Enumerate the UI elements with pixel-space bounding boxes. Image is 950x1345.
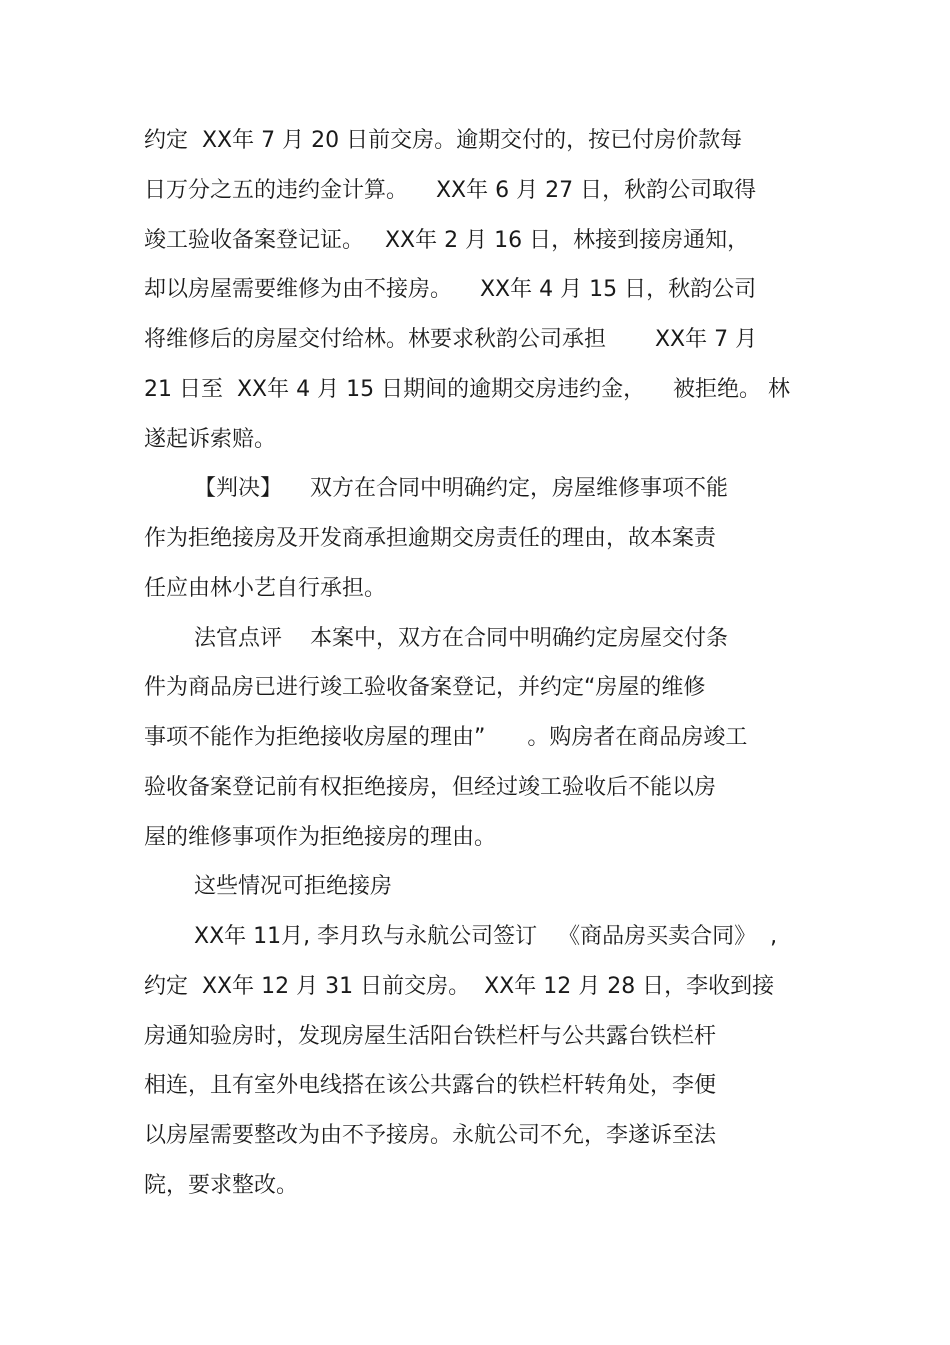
text-line: 以房屋需要整改为由不予接房。永航公司不允，李遂诉至法 [144,1123,717,1148]
text-line: 房通知验房时，发现房屋生活阳台铁栏杆与公共露台铁栏杆 [144,1024,717,1049]
text-line: 日万分之五的违约金计算。 XX年 6 月 27 日，秋韵公司取得 [144,178,757,203]
text-line: 验收备案登记前有权拒绝接房，但经过竣工验收后不能以房 [144,775,717,800]
text-line: 屋的维修事项作为拒绝接房的理由。 [144,825,497,850]
text-line: 件为商品房已进行竣工验收备案登记，并约定“房屋的维修 [144,675,706,700]
paragraph-judge-comment: 法官点评 本案中，双方在合同中明确约定房屋交付条 [194,626,728,651]
text-line: 竣工验收备案登记证。 XX年 2 月 16 日，林接到接房通知， [144,228,750,253]
text-line: 约定 XX年 12 月 31 日前交房。 XX年 12 月 28 日，李收到接 [144,974,775,999]
text-line: 院，要求整改。 [144,1173,299,1198]
text-line: 相连，且有室外电线搭在该公共露台的铁栏杆转角处，李便 [144,1073,717,1098]
text-line: 将维修后的房屋交付给林。林要求秋韵公司承担 XX年 7 月 [144,327,758,352]
paragraph-judgment-heading: 【判决】 双方在合同中明确约定，房屋维修事项不能 [194,476,728,501]
text-line: 事项不能作为拒绝接收房屋的理由” 。购房者在商品房竣工 [144,725,748,750]
text-line: 作为拒绝接房及开发商承担逾期交房责任的理由，故本案责 [144,526,717,551]
text-line: 却以房屋需要维修为由不接房。 XX年 4 月 15 日，秋韵公司 [144,277,757,302]
text-line: 21 日至 XX年 4 月 15 日期间的逾期交房违约金， 被拒绝。 林 [144,377,791,402]
paragraph-case: XX年 11月, 李月玖与永航公司签订 《商品房买卖合同》 , [194,924,778,949]
text-line: 任应由林小艺自行承担。 [144,576,387,601]
text-line: 遂起诉索赔。 [144,427,277,452]
section-heading: 这些情况可拒绝接房 [194,874,393,899]
text-line: 约定 XX年 7 月 20 日前交房。逾期交付的，按已付房价款每 [144,128,743,153]
